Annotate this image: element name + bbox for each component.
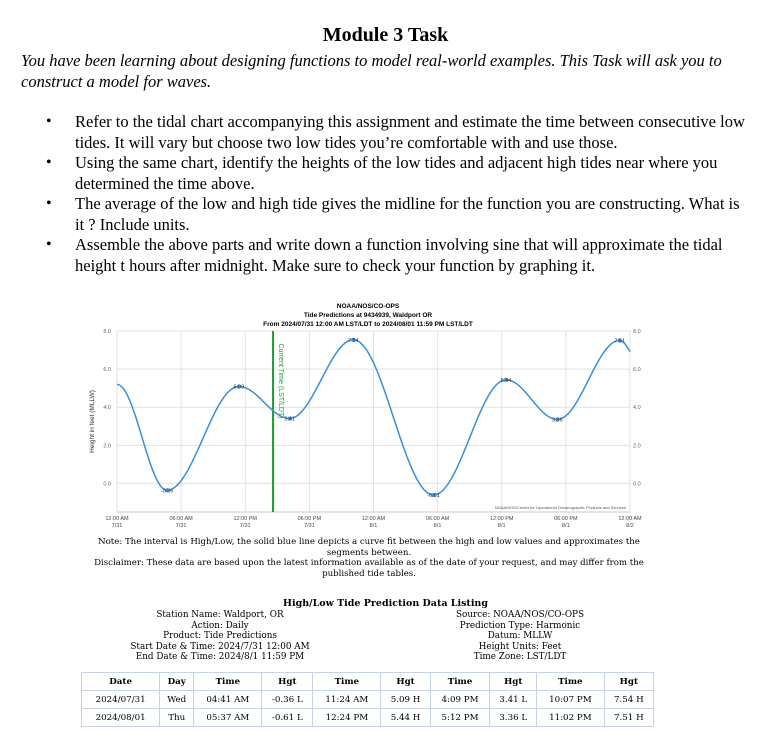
chart-range: From 2024/07/31 12:00 AM LST/LDT to 2024/08/01 11:59 PM LST/LDT xyxy=(263,321,473,328)
table-cell: 10:07 PM xyxy=(537,691,605,709)
col-header: Time xyxy=(313,673,381,691)
table-cell: 11:02 PM xyxy=(537,709,605,727)
task-item: • Refer to the tidal chart accompanying this assignment and estimate the time between consecutive low tides. It will vary but choose two low tides you’re comfortable with and use those. xyxy=(44,112,749,153)
start-date: Start Date & Time: 2024/7/31 12:00 AM xyxy=(130,641,310,652)
y-tick-label-right: 6.0 xyxy=(633,367,641,374)
table-cell: 5:12 PM xyxy=(430,709,490,727)
chart-note: Note: The interval is High/Low, the solid blue line depicts a curve fit between the high and low values and approximates the segments between. xyxy=(98,537,640,558)
y-tick-label-left: 8.0 xyxy=(103,329,111,335)
col-header: Date xyxy=(82,673,160,691)
source: Source: NOAA/NOS/CO-OPS xyxy=(456,610,584,620)
table-cell: 2024/07/31 xyxy=(82,691,160,709)
page-title: Module 3 Task xyxy=(322,24,449,46)
col-header: Time xyxy=(194,673,262,691)
table-cell: 11:24 AM xyxy=(313,691,381,709)
y-tick-label-right: 2.0 xyxy=(633,443,641,450)
extreme-label: 5.09 xyxy=(233,384,245,391)
table-cell: 5.09 H xyxy=(381,691,430,709)
chart-subtitle: Tide Predictions at 9434939, Waldport OR xyxy=(303,312,433,319)
table-cell: -0.36 L xyxy=(262,691,313,709)
height-units: Height Units: Feet xyxy=(478,641,562,652)
extreme-label: -0.36 xyxy=(160,488,174,495)
action: Action: Daily xyxy=(191,620,249,631)
x-tick-date: 7/31 xyxy=(175,523,187,529)
x-tick-time: 06:00 PM xyxy=(297,516,322,522)
y-tick-label-right: 4.0 xyxy=(633,405,641,412)
table-cell: 3.41 L xyxy=(490,691,537,709)
x-tick-date: 7/31 xyxy=(304,523,315,529)
prediction-type: Prediction Type: Harmonic xyxy=(459,620,581,631)
tide-chart xyxy=(80,300,660,537)
product: Product: Tide Predictions xyxy=(163,631,277,642)
extreme-label: 5.44 xyxy=(500,377,512,384)
col-header: Hgt xyxy=(262,673,313,691)
time-zone: Time Zone: LST/LDT xyxy=(473,652,567,663)
table-cell: 7.51 H xyxy=(604,709,653,727)
chart-disclaimer: Disclaimer: These data are based upon the latest information available as of the date of your request, and may differ from the published tide tables. xyxy=(94,558,644,579)
table-cell: Wed xyxy=(160,691,194,709)
table-cell: 7.54 H xyxy=(604,691,653,709)
y-tick-label-left: 0.0 xyxy=(103,481,111,488)
col-header: Time xyxy=(537,673,605,691)
listing-meta-left xyxy=(120,610,320,663)
x-tick-time: 06:00 AM xyxy=(426,516,450,522)
table-cell: Thu xyxy=(160,709,194,727)
table-header-row xyxy=(82,673,654,691)
chart-watermark: NOAA/NOS/Center for Operational Oceanographic Products and Services xyxy=(494,505,626,510)
y-tick-label-right: 0.0 xyxy=(633,481,641,488)
x-tick-date: 8/1 xyxy=(562,523,570,529)
x-tick-time: 06:00 PM xyxy=(554,516,578,522)
table-row xyxy=(82,691,654,709)
table-cell: 5.44 H xyxy=(381,709,430,727)
y-tick-label-left: 6.0 xyxy=(103,367,111,374)
x-tick-date: 8/1 xyxy=(369,523,378,529)
table-cell: -0.61 L xyxy=(262,709,313,727)
table-cell: 04:41 AM xyxy=(194,691,262,709)
table-cell: 05:37 AM xyxy=(194,709,262,727)
current-time-label: Current Time (LST/LDT) xyxy=(277,343,285,419)
x-tick-date: 7/31 xyxy=(239,523,251,529)
chart-notes xyxy=(78,537,660,579)
x-tick-time: 12:00 AM xyxy=(618,516,642,522)
col-header: Hgt xyxy=(490,673,537,691)
y-axis-label: Height in feet (MLLW) xyxy=(89,390,96,453)
task-item: • Using the same chart, identify the heights of the low tides and adjacent high tides near where you determined the time above. xyxy=(44,153,749,194)
x-tick-time: 12:00 PM xyxy=(489,516,514,522)
extreme-label: 7.51 xyxy=(614,338,626,345)
col-header: Day xyxy=(160,673,194,691)
y-tick-label-left: 4.0 xyxy=(103,405,111,412)
x-axis-ticks xyxy=(105,516,642,529)
datum: Datum: MLLW xyxy=(487,631,553,642)
station-name: Station Name: Waldport, OR xyxy=(156,610,284,620)
extreme-label: 3.41 xyxy=(284,416,295,423)
col-header: Hgt xyxy=(381,673,430,691)
x-tick-time: 12:00 PM xyxy=(233,516,258,522)
x-tick-date: 8/1 xyxy=(497,523,506,529)
end-date: End Date & Time: 2024/8/1 11:59 PM xyxy=(135,652,305,663)
x-tick-date: 7/31 xyxy=(111,523,123,529)
chart-title: NOAA/NOS/CO-OPS xyxy=(336,303,400,310)
extreme-label: 7.54 xyxy=(348,337,359,344)
x-tick-date: 8/2 xyxy=(626,523,634,529)
tide-chart-svg xyxy=(80,300,660,537)
x-tick-time: 12:00 AM xyxy=(361,516,386,522)
y-tick-label-left: 2.0 xyxy=(103,443,111,450)
table-cell: 2024/08/01 xyxy=(82,709,160,727)
task-item: • The average of the low and high tide gives the midline for the function you are constructing. What is it ? Include units. xyxy=(44,194,749,235)
table-row xyxy=(82,709,654,727)
table-cell: 12:24 PM xyxy=(313,709,381,727)
col-header: Time xyxy=(430,673,490,691)
task-item: • Assemble the above parts and write down a function involving sine that will approximate the tidal height t hours after midnight. Make sure to check your function by graphing it. xyxy=(44,235,749,276)
table-cell: 3.36 L xyxy=(490,709,537,727)
y-tick-label-right: 8.0 xyxy=(633,329,641,335)
task-list xyxy=(44,112,749,276)
x-tick-time: 06:00 AM xyxy=(169,516,193,522)
table-cell: 4:09 PM xyxy=(430,691,490,709)
listing-title: High/Low Tide Prediction Data Listing xyxy=(283,598,488,609)
extreme-label: -0.61 xyxy=(427,493,440,500)
extreme-label: 3.36 xyxy=(551,417,563,424)
tide-table xyxy=(81,672,654,727)
listing-meta-right xyxy=(420,610,620,663)
col-header: Hgt xyxy=(604,673,653,691)
x-tick-time: 12:00 AM xyxy=(105,516,129,522)
x-tick-date: 8/1 xyxy=(433,523,442,529)
intro-paragraph: You have been learning about designing functions to model real-world examples. This Task will ask you to construct a model for waves. xyxy=(21,51,722,91)
